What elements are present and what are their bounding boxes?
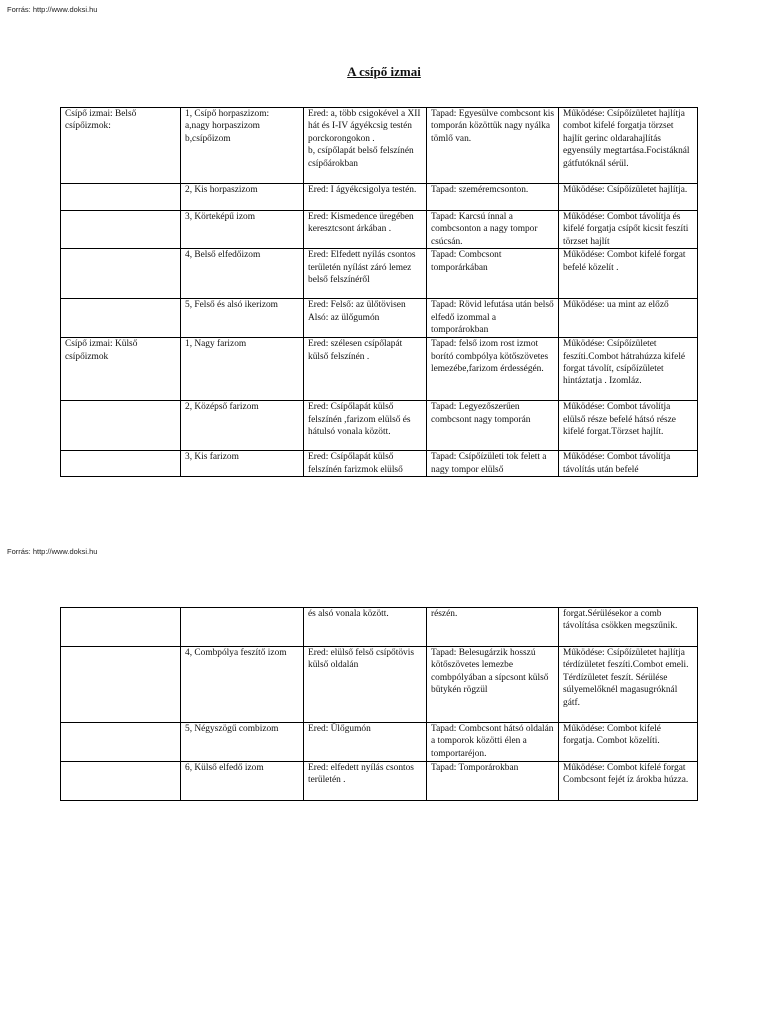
function-cell: Működése: Csípőízületet hajlítja combot kifelé forgatja törzset hajlít gerinc oldarahajlítás egyensúly megtartása.Focistáknál gátfutóknál sérül.	[559, 108, 698, 184]
origin-cell: és alsó vonala között.	[304, 608, 427, 647]
group-cell	[61, 762, 181, 801]
function-cell: Működése: Combot kifelé forgat befelé közelít .	[559, 249, 698, 299]
insertion-cell: Tapad: Csípőízületi tok felett a nagy tompor elülső	[427, 451, 559, 477]
function-cell: Működése: Csípőízületet hajlítja.	[559, 184, 698, 211]
origin-cell: Ered: Ülőgumón	[304, 723, 427, 762]
origin-cell: Ered: elülső felső csípőtövis külső oldalán	[304, 647, 427, 723]
table-row	[61, 211, 698, 249]
muscle-cell: 3, Kis farizom	[181, 451, 304, 477]
table-row	[61, 608, 698, 647]
table-row	[61, 299, 698, 338]
insertion-cell: Tapad: Karcsú ínnal a combcsonton a nagy tompor csúcsán.	[427, 211, 559, 249]
group-cell	[61, 608, 181, 647]
group-cell	[61, 647, 181, 723]
source-text: Forrás: http://www.doksi.hu	[7, 5, 98, 14]
page-title: A csípő izmai	[347, 64, 421, 79]
insertion-cell: Tapad: Egyesülve combcsont kis tomporán közöttük nagy nyálka tömlő van.	[427, 108, 559, 184]
muscle-cell: 4, Belső elfedőizom	[181, 249, 304, 299]
group-cell	[61, 401, 181, 451]
muscle-table	[60, 107, 698, 477]
insertion-cell: Tapad: Tomporárokban	[427, 762, 559, 801]
muscle-cell: 6, Külső elfedő izom	[181, 762, 304, 801]
origin-cell: Ered: elfedett nyílás csontos területén .	[304, 762, 427, 801]
insertion-cell: részén.	[427, 608, 559, 647]
origin-cell: Ered: a, több csigokével a XII hát és I-IV ágyékcsig testén porckorongokon . b, csípőlapát belső felszínén csípőárokban	[304, 108, 427, 184]
muscle-cell: 4, Combpólya feszítő izom	[181, 647, 304, 723]
origin-cell: Ered: szélesen csípőlapát külső felszínén .	[304, 338, 427, 401]
muscle-cell: 5, Négyszögű combizom	[181, 723, 304, 762]
origin-cell: Ered: Csípőlapát külső felszínén farizmok elülső	[304, 451, 427, 477]
table-row	[61, 108, 698, 184]
muscle-cell: 3, Körteképű izom	[181, 211, 304, 249]
muscle-cell: 2, Kis horpaszizom	[181, 184, 304, 211]
table-row	[61, 401, 698, 451]
origin-cell: Ered: Elfedett nyílás csontos területén nyílást záró lemez belső felszínéről	[304, 249, 427, 299]
insertion-cell: Tapad: Belesugárzik hosszú kötőszövetes lemezbe combpólyában a sípcsont külső bütykén rögzül	[427, 647, 559, 723]
origin-cell: Ered: Kismedence üregében keresztcsont árkában .	[304, 211, 427, 249]
function-cell: Működése: Combot kifelé forgat Combcsont fejét íz árokba húzza.	[559, 762, 698, 801]
function-cell: forgat.Sérülésekor a comb távolítása csökken megszűnik.	[559, 608, 698, 647]
group-cell	[61, 184, 181, 211]
group-cell	[61, 299, 181, 338]
muscle-cell: 1, Nagy farizom	[181, 338, 304, 401]
origin-cell: Ered: I ágyékcsigolya testén.	[304, 184, 427, 211]
group-cell: Csípő izmai: Külső csípőizmok	[61, 338, 181, 401]
table-row	[61, 338, 698, 401]
group-cell	[61, 249, 181, 299]
insertion-cell: Tapad: Legyezőszerűen combcsont nagy tomporán	[427, 401, 559, 451]
muscle-cell	[181, 608, 304, 647]
insertion-cell: Tapad: Combcsont hátsó oldalán a tomporok közötti élen a tomportaréjon.	[427, 723, 559, 762]
function-cell: Működése: ua mint az előző	[559, 299, 698, 338]
table-row	[61, 184, 698, 211]
table-row	[61, 762, 698, 801]
group-cell	[61, 211, 181, 249]
group-cell	[61, 723, 181, 762]
function-cell: Működése: Combot távolítja távolítás után befelé	[559, 451, 698, 477]
function-cell: Működése: Combot távolítja és kifelé forgatja csípőt kicsit feszíti törzset hajlít	[559, 211, 698, 249]
function-cell: Működése: Combot távolítja elülső része befelé hátsó része kifelé forgat.Törzset hajlít.	[559, 401, 698, 451]
muscle-cell: 1, Csípő horpaszizom: a,nagy horpaszizom b,csípőizom	[181, 108, 304, 184]
origin-cell: Ered: Felső: az ülőtövisen Alsó: az ülőgumón	[304, 299, 427, 338]
table-row	[61, 647, 698, 723]
function-cell: Működése: Csípőízületet hajlítja térdízületet feszíti.Combot emeli. Térdízületet feszít. Sérülése súlyemelőknél magasugróknál gátf.	[559, 647, 698, 723]
insertion-cell: Tapad: Rövid lefutása után belső elfedő izommal a tomporárokban	[427, 299, 559, 338]
group-cell	[61, 451, 181, 477]
muscle-cell: 2, Középső farizom	[181, 401, 304, 451]
table-row	[61, 451, 698, 477]
muscle-cell: 5, Felső és alsó ikerizom	[181, 299, 304, 338]
origin-cell: Ered: Csípőlapát külső felszínén ,farizom elülső és hátulsó vonala között.	[304, 401, 427, 451]
function-cell: Működése: Combot kifelé forgatja. Combot közelíti.	[559, 723, 698, 762]
table-row	[61, 723, 698, 762]
insertion-cell: Tapad: Combcsont tomporárkában	[427, 249, 559, 299]
insertion-cell: Tapad: szeméremcsonton.	[427, 184, 559, 211]
table-row	[61, 249, 698, 299]
insertion-cell: Tapad: felső izom rost izmot borító combpólya kötőszövetes lemezébe,farizom érdességén.	[427, 338, 559, 401]
muscle-table-continued	[60, 607, 698, 801]
function-cell: Működése: Csípőízületet feszíti.Combot hátrahúzza kifelé forgat távolít, csípőízületet hintáztatja . Izomláz.	[559, 338, 698, 401]
source-text: Forrás: http://www.doksi.hu	[7, 547, 98, 556]
group-cell: Csípő izmai: Belső csípőizmok:	[61, 108, 181, 184]
